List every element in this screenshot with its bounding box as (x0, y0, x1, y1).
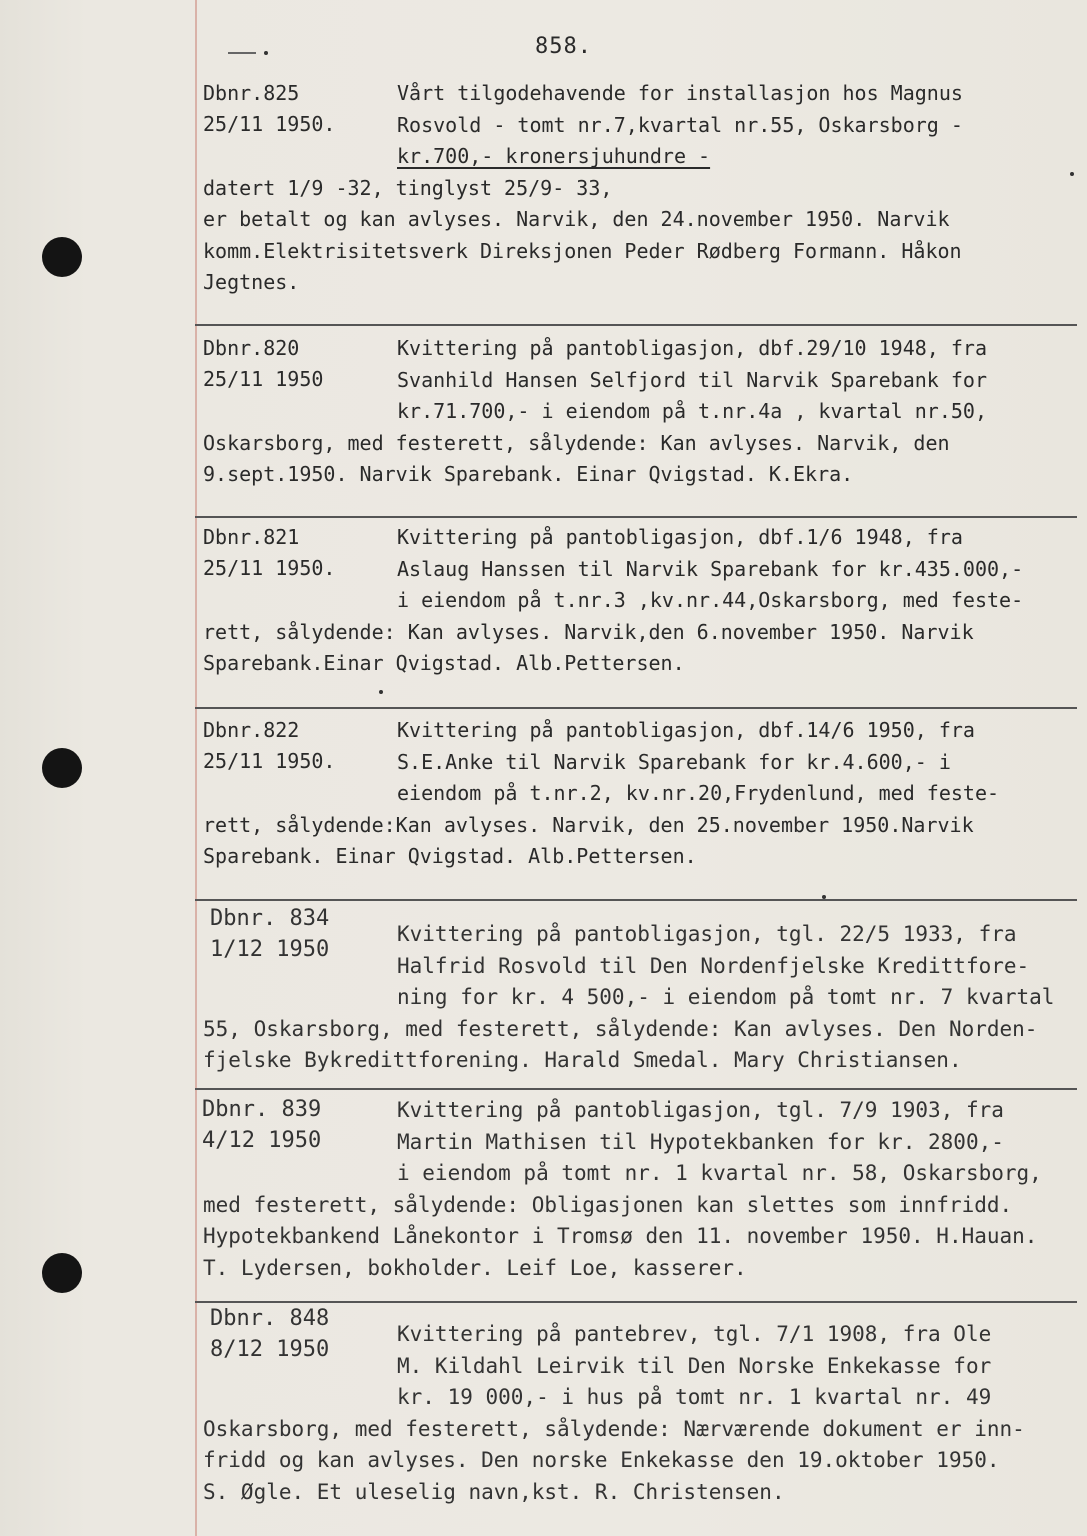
text-line: Sparebank.Einar Qvigstad. Alb.Pettersen. (203, 651, 685, 675)
entry-text (203, 1094, 1063, 1283)
text-line: Kvittering på pantobligasjon, tgl. 7/9 1903, fra (397, 1098, 1004, 1122)
entry-date: 25/11 1950. (203, 556, 336, 580)
text-line: Martin Mathisen til Hypotekbanken for kr. 2800,- (397, 1129, 1004, 1154)
dbnr-label: Dbnr.821 (203, 525, 300, 549)
entry-date: 25/11 1950. (203, 112, 336, 136)
dbnr-label: Dbnr.822 (203, 718, 300, 742)
entry-separator (195, 1088, 1077, 1090)
punch-hole-icon (42, 748, 82, 788)
punch-hole-icon (42, 237, 82, 277)
page-number: 858. (535, 34, 592, 59)
text-line: S. Øgle. Et uleselig navn,kst. R. Christensen. (203, 1479, 785, 1504)
text-line: Kvittering på pantebrev, tgl. 7/1 1908, fra Ole (397, 1322, 992, 1346)
entry-text (203, 918, 1063, 1076)
text-line: Vårt tilgodehavende for installasjon hos Magnus (397, 81, 963, 105)
text-line: Aslaug Hanssen til Narvik Sparebank for kr.435.000,- (397, 556, 1024, 581)
dbnr-label: Dbnr. 848 (210, 1306, 330, 1331)
entry-separator (195, 516, 1077, 518)
margin-line (195, 0, 197, 1536)
text-line: 55, Oskarsborg, med festerett, sålydende: Kan avlyses. Den Norden- (203, 1016, 1038, 1041)
text-line: i eiendom på t.nr.3 ,kv.nr.44,Oskarsborg, med feste- (397, 588, 1024, 612)
stray-mark (379, 690, 383, 694)
entry-date: 25/11 1950. (203, 749, 336, 773)
text-line: Kvittering på pantobligasjon, dbf.1/6 1948, fra (397, 525, 963, 549)
text-line: kr.700,- kronersjuhundre - (397, 144, 711, 168)
entry-text (203, 333, 1063, 491)
text-line: T. Lydersen, bokholder. Leif Loe, kasserer. (203, 1255, 747, 1280)
entry-date: 25/11 1950 (203, 367, 324, 391)
text-line: Oskarsborg, med festerett, sålydende: Nærværende dokument er inn- (203, 1416, 1025, 1441)
text-line: kr.71.700,- i eiendom på t.nr.4a , kvartal nr.50, (397, 399, 988, 423)
entry-separator (195, 899, 1077, 901)
text-line: fridd og kan avlyses. Den norske Enkekasse den 19.oktober 1950. (203, 1448, 1000, 1472)
header-dot (264, 51, 268, 55)
entry-text (203, 715, 1063, 873)
dbnr-label: Dbnr. 839 (202, 1097, 322, 1122)
stray-mark (1070, 172, 1074, 176)
text-line: fjelske Bykredittforening. Harald Smedal. Mary Christiansen. (203, 1048, 962, 1072)
text-line: Jegtnes. (203, 270, 300, 294)
text-line: ning for kr. 4 500,- i eiendom på tomt nr. 7 kvartal (397, 985, 1055, 1009)
text-line: Oskarsborg, med festerett, sålydende: Kan avlyses. Narvik, den (203, 430, 950, 455)
dbnr-label: Dbnr. 834 (210, 906, 330, 931)
header-tick (228, 52, 256, 54)
dbnr-label: Dbnr.825 (203, 81, 300, 105)
text-line: med festerett, sålydende: Obligasjonen kan slettes som innfridd. (203, 1192, 1013, 1217)
text-line: Kvittering på pantobligasjon, dbf.29/10 1948, fra (397, 336, 988, 360)
punch-hole-icon (42, 1253, 82, 1293)
text-line: er betalt og kan avlyses. Narvik, den 24.november 1950. Narvik (203, 207, 950, 231)
entry-date: 1/12 1950 (210, 937, 330, 962)
text-line: Kvittering på pantobligasjon, tgl. 22/5 1933, fra (397, 922, 1017, 946)
text-line: rett, sålydende: Kan avlyses. Narvik,den 6.november 1950. Narvik (203, 619, 974, 644)
entry-text (203, 78, 1063, 299)
text-line: Rosvold - tomt nr.7,kvartal nr.55, Oskarsborg - (397, 112, 963, 137)
text-line: Hypotekbankend Lånekontor i Tromsø den 11. november 1950. H.Hauan. (203, 1224, 1038, 1248)
text-line: 9.sept.1950. Narvik Sparebank. Einar Qvigstad. K.Ekra. (203, 462, 854, 486)
entry-date: 4/12 1950 (202, 1128, 322, 1153)
dbnr-label: Dbnr.820 (203, 336, 300, 360)
entry-separator (195, 707, 1077, 709)
text-line: Sparebank. Einar Qvigstad. Alb.Pettersen. (203, 844, 697, 868)
text-line: M. Kildahl Leirvik til Den Norske Enkekasse for (397, 1353, 992, 1378)
text-line: S.E.Anke til Narvik Sparebank for kr.4.600,- i (397, 749, 951, 774)
text-line: eiendom på t.nr.2, kv.nr.20,Frydenlund, med feste- (397, 781, 1000, 805)
entry-separator (195, 324, 1077, 326)
text-line: i eiendom på tomt nr. 1 kvartal nr. 58, Oskarsborg, (397, 1161, 1042, 1185)
text-line: Kvittering på pantobligasjon, dbf.14/6 1950, fra (397, 718, 975, 742)
entry-text (203, 522, 1063, 680)
entry-date: 8/12 1950 (210, 1337, 330, 1362)
text-line: kr. 19 000,- i hus på tomt nr. 1 kvartal nr. 49 (397, 1385, 992, 1409)
text-line: Halfrid Rosvold til Den Nordenfjelske Kredittfore- (397, 953, 1030, 978)
text-line: rett, sålydende:Kan avlyses. Narvik, den 25.november 1950.Narvik (203, 812, 974, 837)
text-line: Svanhild Hansen Selfjord til Narvik Sparebank for (397, 367, 988, 392)
text-line: datert 1/9 -32, tinglyst 25/9- 33, (203, 175, 613, 200)
text-line: komm.Elektrisitetsverk Direksjonen Peder Rødberg Formann. Håkon (203, 238, 962, 263)
entry-text (203, 1318, 1063, 1507)
